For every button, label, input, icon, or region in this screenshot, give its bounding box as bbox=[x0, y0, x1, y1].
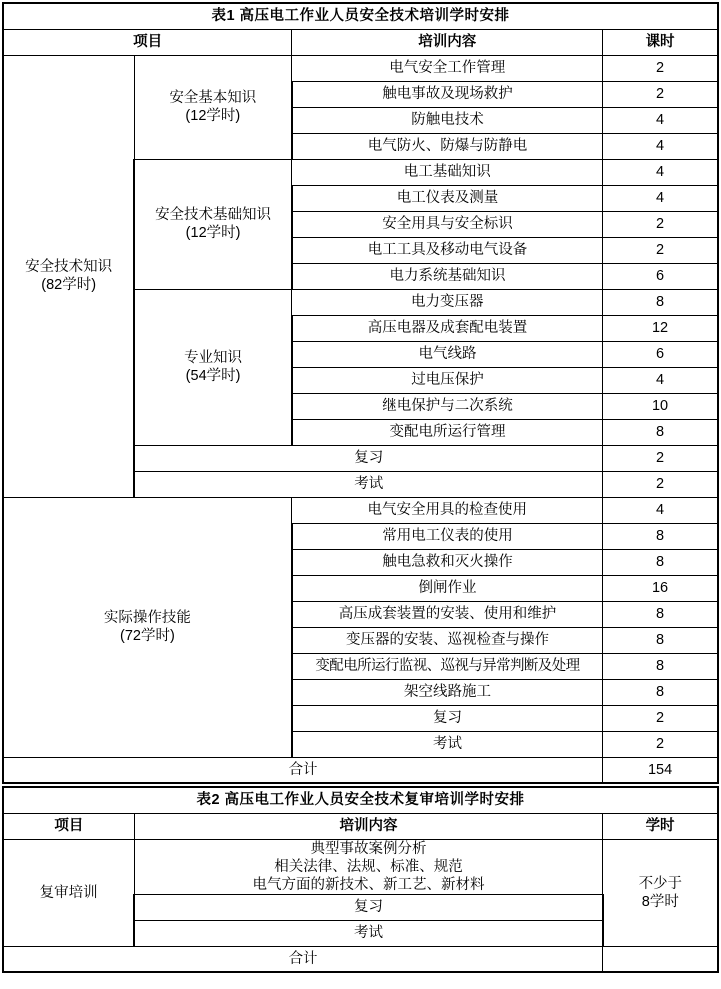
content-cell: 安全用具与安全标识 bbox=[292, 211, 603, 237]
subgroup-hours: (12学时) bbox=[185, 225, 241, 241]
hours-cell: 4 bbox=[603, 497, 718, 523]
table2-review-training-schedule bbox=[2, 786, 719, 973]
table-row bbox=[3, 839, 718, 894]
subgroup-hours: (12学时) bbox=[185, 108, 241, 124]
content-cell: 电力变压器 bbox=[292, 289, 603, 315]
hours-cell: 8 bbox=[603, 523, 718, 549]
table2-header-content: 培训内容 bbox=[134, 813, 602, 839]
hours-line: 不少于 bbox=[638, 875, 683, 892]
subgroup-label-safety-tech-basics bbox=[134, 159, 291, 289]
content-cell: 变压器的安装、巡视检查与操作 bbox=[292, 627, 603, 653]
table2-hours-cell bbox=[603, 839, 718, 946]
hours-cell: 4 bbox=[603, 107, 718, 133]
table1-header-project: 项目 bbox=[3, 29, 292, 55]
content-cell: 触电急救和灭火操作 bbox=[292, 549, 603, 575]
content-cell: 过电压保护 bbox=[292, 367, 603, 393]
content-cell: 高压成套装置的安装、使用和维护 bbox=[292, 601, 603, 627]
content-cell: 电力系统基础知识 bbox=[292, 263, 603, 289]
table2-header-hours: 学时 bbox=[603, 813, 718, 839]
subgroup-label-basic-safety bbox=[134, 55, 291, 159]
content-cell: 电气安全用具的检查使用 bbox=[292, 497, 603, 523]
hours-cell: 2 bbox=[603, 81, 718, 107]
section-hours: (82学时) bbox=[41, 277, 97, 293]
hours-line: 8学时 bbox=[641, 893, 679, 910]
hours-cell: 2 bbox=[603, 55, 718, 81]
content-cell: 电气防火、防爆与防静电 bbox=[292, 133, 603, 159]
content-cell: 高压电器及成套配电装置 bbox=[292, 315, 603, 341]
table1-header-row bbox=[3, 29, 718, 55]
table1-header-content: 培训内容 bbox=[292, 29, 603, 55]
content-cell: 防触电技术 bbox=[292, 107, 603, 133]
table2-total-hours bbox=[603, 946, 718, 972]
hours-cell: 8 bbox=[603, 653, 718, 679]
table1-total-label: 合计 bbox=[3, 757, 603, 783]
hours-cell: 8 bbox=[603, 289, 718, 315]
table2-project-label: 复审培训 bbox=[3, 839, 134, 946]
content-cell-exam: 考试 bbox=[134, 920, 602, 946]
content-cell-exam: 考试 bbox=[134, 471, 602, 497]
hours-cell: 8 bbox=[603, 549, 718, 575]
table1-title: 表1 高压电工作业人员安全技术培训学时安排 bbox=[3, 3, 718, 29]
content-cell-review: 复习 bbox=[134, 894, 602, 920]
table2-total-label: 合计 bbox=[3, 946, 603, 972]
hours-cell: 4 bbox=[603, 367, 718, 393]
table2-title: 表2 高压电工作业人员安全技术复审培训学时安排 bbox=[3, 787, 718, 813]
hours-cell: 2 bbox=[603, 471, 718, 497]
section-label-safety-tech-knowledge bbox=[3, 55, 134, 497]
table1-total-hours: 154 bbox=[603, 757, 718, 783]
table2-total-row bbox=[3, 946, 718, 972]
hours-cell: 2 bbox=[603, 445, 718, 471]
table2-content-multiline bbox=[134, 839, 602, 894]
table2-header-row bbox=[3, 813, 718, 839]
hours-cell: 2 bbox=[603, 705, 718, 731]
content-cell: 架空线路施工 bbox=[292, 679, 603, 705]
content-cell-review: 复习 bbox=[134, 445, 602, 471]
hours-cell: 12 bbox=[603, 315, 718, 341]
subgroup-label-professional-knowledge bbox=[134, 289, 291, 445]
content-cell: 倒闸作业 bbox=[292, 575, 603, 601]
content-line: 典型事故案例分析 bbox=[310, 840, 427, 857]
content-cell: 电工工具及移动电气设备 bbox=[292, 237, 603, 263]
content-cell: 变配电所运行监视、巡视与异常判断及处理 bbox=[292, 653, 603, 679]
table1-title-row bbox=[3, 3, 718, 29]
content-line: 相关法律、法规、标准、规范 bbox=[274, 858, 463, 875]
table-row bbox=[3, 55, 718, 81]
hours-cell: 16 bbox=[603, 575, 718, 601]
subgroup-name: 安全基本知识 bbox=[169, 89, 257, 106]
table-row bbox=[3, 497, 718, 523]
hours-cell: 8 bbox=[603, 627, 718, 653]
table1-training-schedule bbox=[2, 2, 719, 784]
hours-cell: 6 bbox=[603, 263, 718, 289]
content-cell: 变配电所运行管理 bbox=[292, 419, 603, 445]
hours-cell: 2 bbox=[603, 237, 718, 263]
content-cell: 电气线路 bbox=[292, 341, 603, 367]
section-name: 实际操作技能 bbox=[103, 609, 191, 626]
subgroup-name: 安全技术基础知识 bbox=[155, 206, 272, 223]
content-cell-review: 复习 bbox=[292, 705, 603, 731]
hours-cell: 8 bbox=[603, 601, 718, 627]
hours-cell: 4 bbox=[603, 159, 718, 185]
table2-header-project: 项目 bbox=[3, 813, 134, 839]
table1-total-row bbox=[3, 757, 718, 783]
hours-cell: 10 bbox=[603, 393, 718, 419]
hours-cell: 6 bbox=[603, 341, 718, 367]
content-cell: 继电保护与二次系统 bbox=[292, 393, 603, 419]
hours-cell: 8 bbox=[603, 679, 718, 705]
table1-header-hours: 课时 bbox=[603, 29, 718, 55]
content-cell: 常用电工仪表的使用 bbox=[292, 523, 603, 549]
section-label-practical-skills bbox=[3, 497, 292, 757]
content-cell: 电工仪表及测量 bbox=[292, 185, 603, 211]
section-name: 安全技术知识 bbox=[25, 258, 113, 275]
content-cell: 触电事故及现场救护 bbox=[292, 81, 603, 107]
content-cell: 电工基础知识 bbox=[292, 159, 603, 185]
content-cell: 电气安全工作管理 bbox=[292, 55, 603, 81]
content-cell-exam: 考试 bbox=[292, 731, 603, 757]
hours-cell: 2 bbox=[603, 731, 718, 757]
subgroup-hours: (54学时) bbox=[185, 368, 241, 384]
subgroup-name: 专业知识 bbox=[184, 349, 243, 366]
hours-cell: 2 bbox=[603, 211, 718, 237]
hours-cell: 4 bbox=[603, 185, 718, 211]
content-line: 电气方面的新技术、新工艺、新材料 bbox=[252, 876, 485, 893]
table2-title-row bbox=[3, 787, 718, 813]
section-hours: (72学时) bbox=[119, 628, 175, 644]
hours-cell: 8 bbox=[603, 419, 718, 445]
hours-cell: 4 bbox=[603, 133, 718, 159]
